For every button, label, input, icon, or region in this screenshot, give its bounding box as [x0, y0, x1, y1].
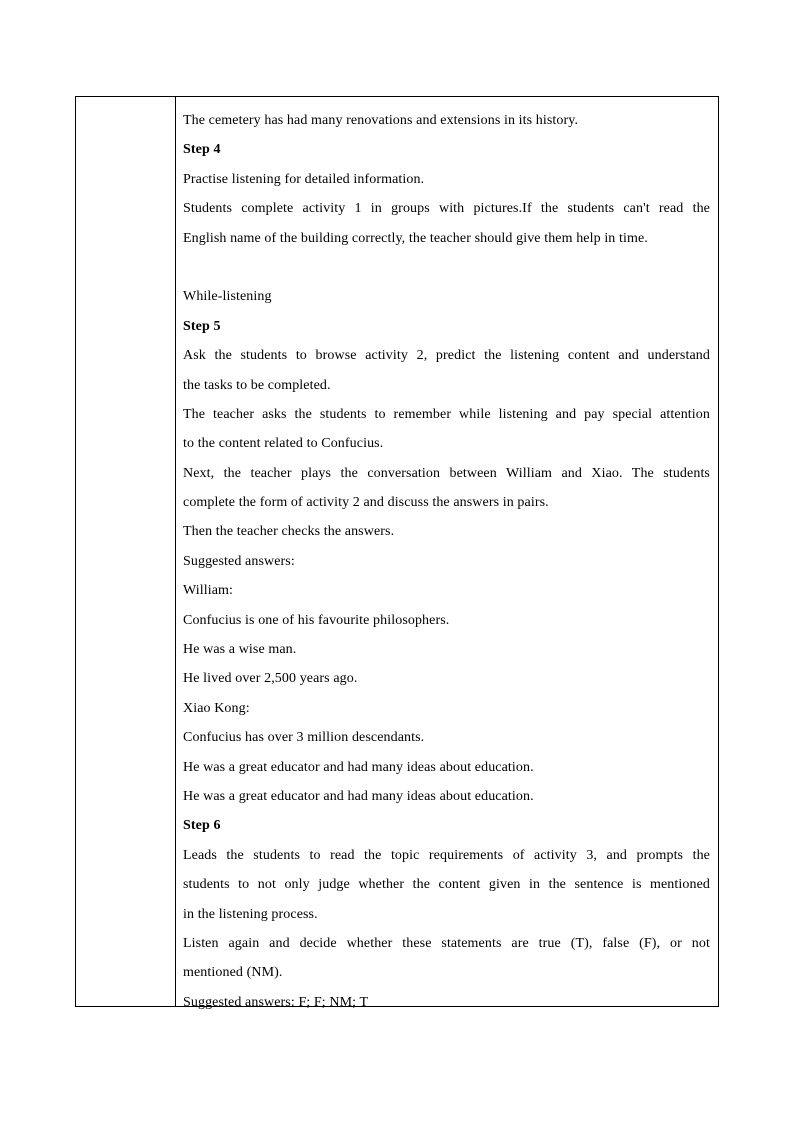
- text-line: Suggested answers:: [183, 553, 295, 569]
- table-content-cell: [176, 97, 718, 1010]
- lesson-table: [75, 96, 719, 1010]
- text-line: The teacher asks the students to remember while listening and pay special attention: [183, 406, 710, 422]
- text-line: William:: [183, 583, 234, 599]
- text-line: the tasks to be completed.: [183, 377, 331, 393]
- text-line: to the content related to Confucius.: [183, 436, 384, 452]
- text-line: He lived over 2,500 years ago.: [183, 671, 358, 687]
- step-heading: Step 6: [183, 818, 221, 834]
- text-line: He was a great educator and had many ideas about education.: [183, 788, 534, 804]
- text-line: students to not only judge whether the content given in the sentence is mentioned: [183, 877, 710, 893]
- text-line: Students complete activity 1 in groups with pictures.If the students can't read the: [183, 201, 710, 217]
- table-left-column: [76, 97, 176, 1006]
- text-line: The cemetery has had many renovations and extensions in its history.: [183, 113, 579, 128]
- text-line: Leads the students to read the topic requirements of activity 3, and prompts the: [183, 847, 710, 863]
- section-label: While-listening: [183, 289, 272, 305]
- blank-line: [183, 253, 710, 282]
- text-line: He was a wise man.: [183, 642, 297, 658]
- text-line: complete the form of activity 2 and discuss the answers in pairs.: [183, 495, 549, 511]
- text-line: He was a great educator and had many ideas about education.: [183, 759, 534, 775]
- text-line: Next, the teacher plays the conversation between William and Xiao. The students: [183, 465, 710, 481]
- step-heading: Step 4: [183, 142, 221, 158]
- text-line: Confucius has over 3 million descendants.: [183, 730, 425, 746]
- text-line: Suggested answers: F; F; NM; T: [183, 994, 369, 1010]
- text-line: Then the teacher checks the answers.: [183, 524, 395, 540]
- text-line: English name of the building correctly, the teacher should give them help in time.: [183, 230, 648, 246]
- text-line: Ask the students to browse activity 2, predict the listening content and understand: [183, 348, 710, 364]
- step-heading: Step 5: [183, 318, 221, 334]
- text-line: mentioned (NM).: [183, 965, 283, 981]
- text-line: Listen again and decide whether these statements are true (T), false (F), or not: [183, 935, 710, 951]
- text-line: Xiao Kong:: [183, 700, 250, 716]
- text-line: in the listening process.: [183, 906, 318, 922]
- text-line: Practise listening for detailed information.: [183, 171, 425, 187]
- text-line: Confucius is one of his favourite philosophers.: [183, 612, 450, 628]
